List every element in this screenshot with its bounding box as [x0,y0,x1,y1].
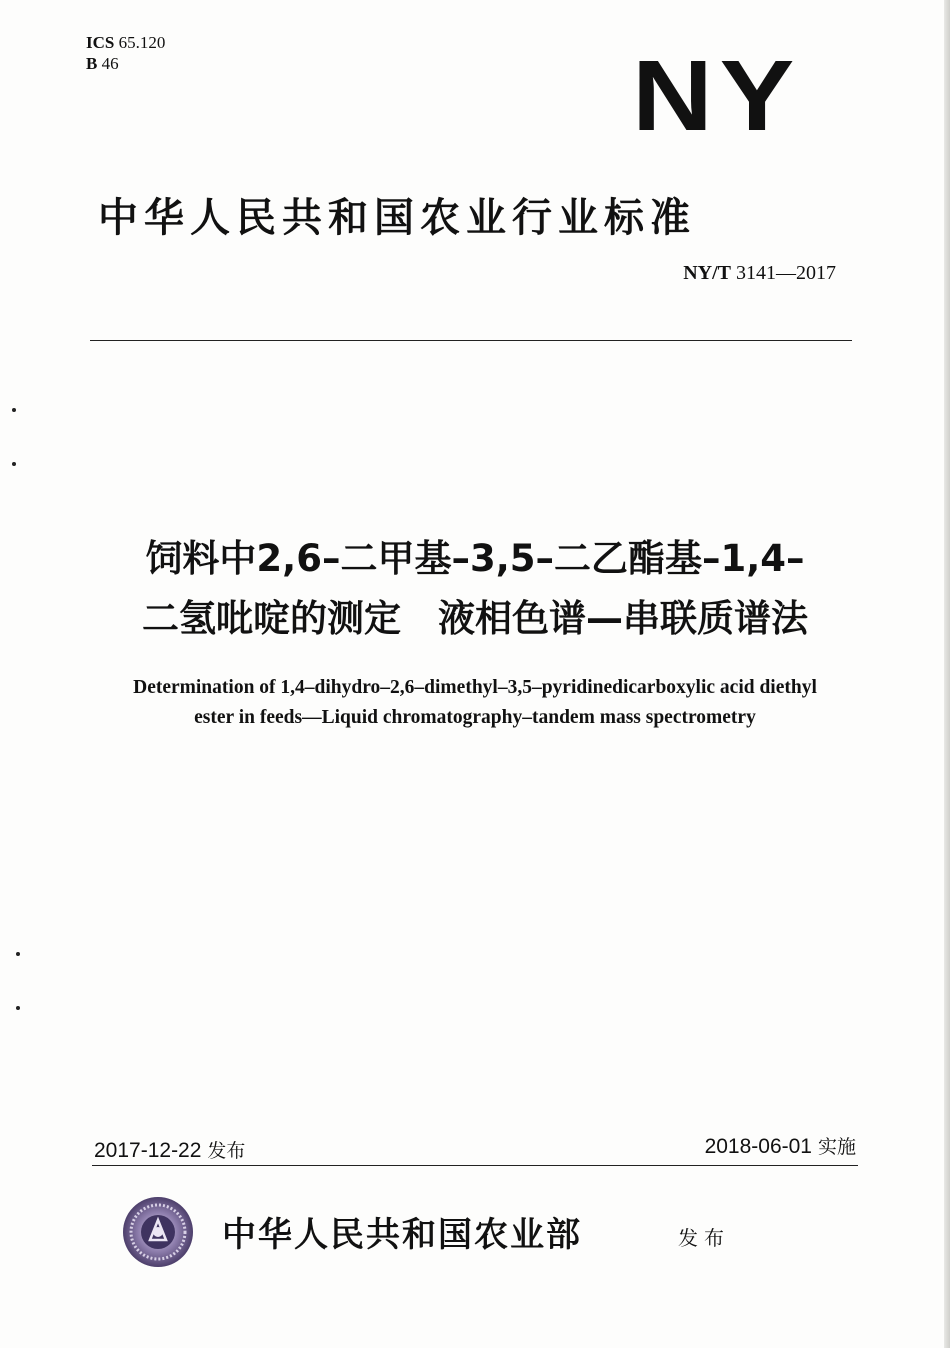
ics-code: 65.120 [118,33,166,52]
implementation-date-label: 实施 [817,1136,856,1158]
chinese-title-line-2: 二氢吡啶的测定 液相色谱—串联质谱法 [142,597,808,640]
ics-label: ICS [86,33,115,52]
scan-dot [12,462,16,466]
ics-line [86,32,165,53]
chinese-title-line-1: 饲料中2,6–二甲基–3,5–二乙酯基–1,4– [145,537,805,580]
english-title-line-2: ester in feeds—Liquid chromatography–tandem mass spectrometry [194,707,756,728]
ny-standard-logo: NY [632,40,802,152]
page-edge-shadow [944,0,950,1348]
classification-codes [86,32,165,74]
standard-number [683,262,836,285]
scan-dot [16,952,20,956]
english-title-line-1: Determination of 1,4–dihydro–2,6–dimethyl–3,5–pyridinedicarboxylic acid diethyl [133,677,817,698]
issue-date [94,1136,245,1163]
scan-dot [12,408,16,412]
standard-number-value: 3141—2017 [736,262,836,284]
top-divider [90,340,852,341]
implementation-date [705,1132,856,1159]
issue-date-value: 2017-12-22 [94,1139,202,1162]
issuing-ministry: 中华人民共和国农业部 [222,1215,582,1255]
ccs-line [86,53,165,74]
issue-date-label: 发布 [207,1140,246,1162]
scan-dot [16,1006,20,1010]
implementation-date-value: 2018-06-01 [704,1135,812,1158]
standard-category-title: 中华人民共和国农业行业标准 [98,195,696,241]
bottom-divider [92,1165,858,1166]
standard-number-prefix: NY/T [683,262,731,284]
ccs-label: B [86,54,98,73]
national-emblem-icon [122,1196,194,1268]
publish-label: 发布 [678,1226,730,1250]
ccs-code: 46 [101,54,119,73]
